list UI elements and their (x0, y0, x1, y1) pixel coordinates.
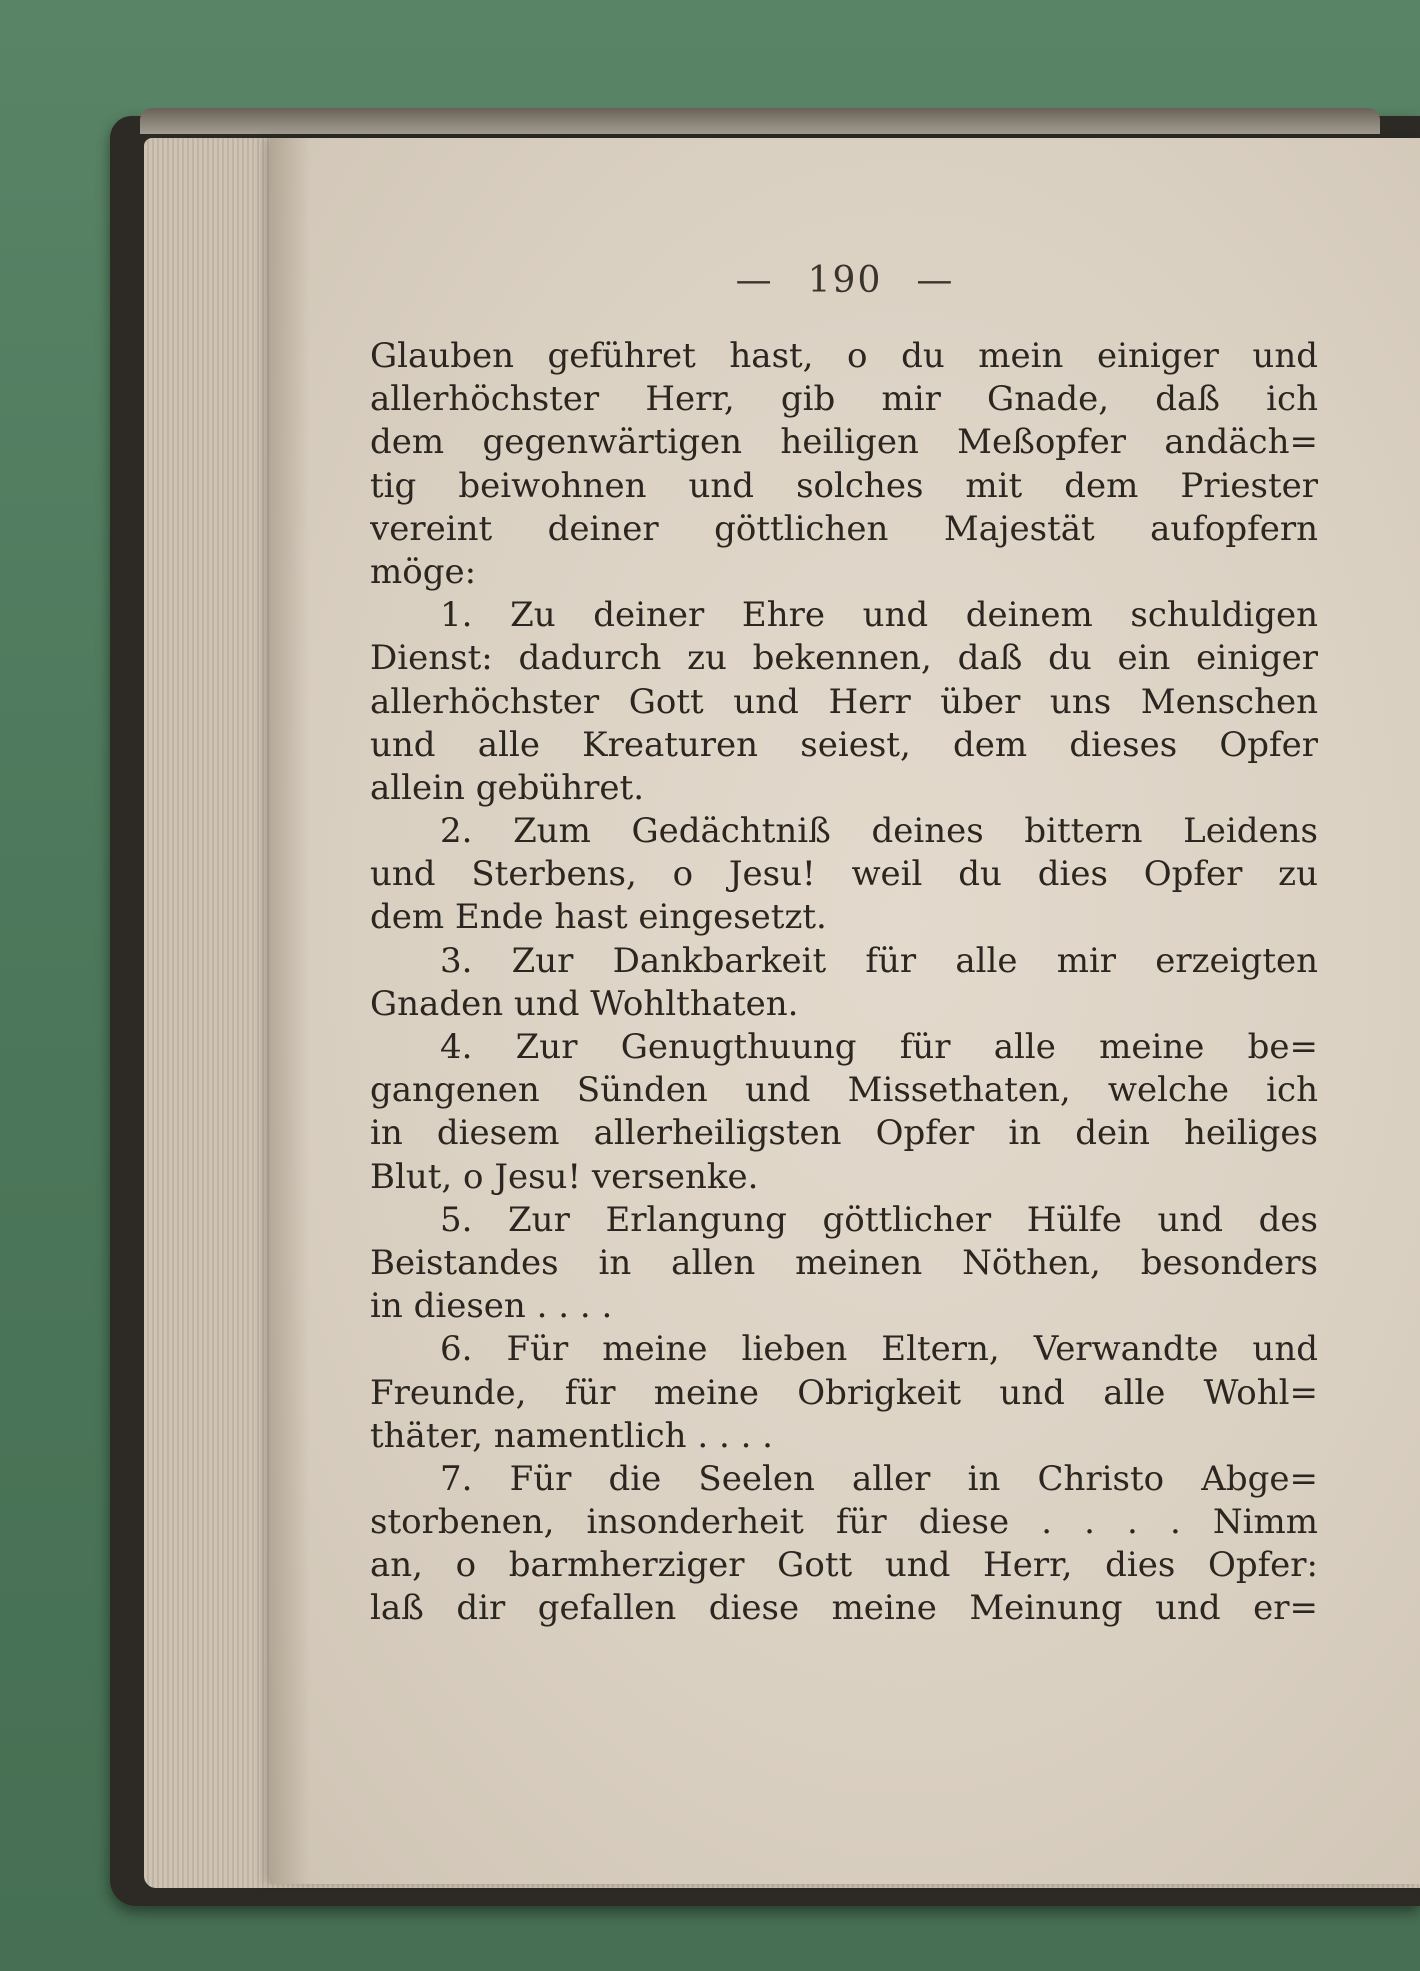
page-text (370, 335, 1318, 1631)
text-line: 7. Für die Seelen aller in Christo Abge= (440, 1458, 1318, 1499)
text-line: dem gegenwärtigen heiligen Meßopfer andäch= (370, 422, 1318, 463)
text-line: thäter, namentlich . . . . (370, 1415, 773, 1456)
text-line: und Sterbens, o Jesu! weil du dies Opfer zu (370, 854, 1318, 895)
text-line: Blut, o Jesu! versenke. (370, 1156, 759, 1197)
text-line: möge: (370, 551, 477, 592)
text-line: vereint deiner göttlichen Majestät aufopfern (370, 508, 1318, 549)
text-line: allerhöchster Herr, gib mir Gnade, daß ich (370, 379, 1318, 420)
text-line: 5. Zur Erlangung göttlicher Hülfe und des (440, 1199, 1318, 1240)
text-line: tig beiwohnen und solches mit dem Priester (370, 465, 1318, 506)
text-line: laß dir gefallen diese meine Meinung und er= (370, 1588, 1318, 1629)
text-line: und alle Kreaturen seiest, dem dieses Opfer (370, 724, 1318, 765)
text-line: storbenen, insonderheit für diese . . . . Nimm (370, 1502, 1318, 1543)
text-line: Beistandes in allen meinen Nöthen, besonders (370, 1242, 1318, 1283)
text-line: in diesem allerheiligsten Opfer in dein heiliges (370, 1113, 1318, 1154)
page-number (270, 260, 1420, 301)
text-line: allein gebühret. (370, 767, 645, 808)
gutter-shadow (270, 138, 310, 1884)
text-line: in diesen . . . . (370, 1286, 613, 1327)
text-line: 1. Zu deiner Ehre und deinem schuldigen (440, 595, 1318, 636)
text-line: dem Ende hast eingesetzt. (370, 897, 827, 938)
text-line: Glauben geführet hast, o du mein einiger und (370, 336, 1318, 376)
text-line: Dienst: dadurch zu bekennen, daß du ein einiger (370, 638, 1318, 679)
page-number-dash-right: — (916, 260, 955, 301)
text-line: an, o barmherziger Gott und Herr, dies Opfer: (370, 1545, 1318, 1586)
text-line: 6. Für meine lieben Eltern, Verwandte und (440, 1329, 1318, 1370)
text-line: 3. Zur Dankbarkeit für alle mir erzeigten (440, 940, 1318, 981)
text-line: 2. Zum Gedächtniß deines bittern Leidens (440, 811, 1318, 852)
text-line: gangenen Sünden und Missethaten, welche ich (370, 1070, 1318, 1111)
text-line: 4. Zur Genugthuung für alle meine be= (440, 1027, 1318, 1067)
cover-top-edge (140, 108, 1380, 134)
text-line: Gnaden und Wohlthaten. (370, 983, 799, 1024)
page-number-value: 190 (807, 260, 883, 301)
text-line: Freunde, für meine Obrigkeit und alle Wohl= (370, 1372, 1318, 1413)
text-line: allerhöchster Gott und Herr über uns Menschen (370, 681, 1318, 722)
page-number-dash-left: — (735, 260, 774, 301)
